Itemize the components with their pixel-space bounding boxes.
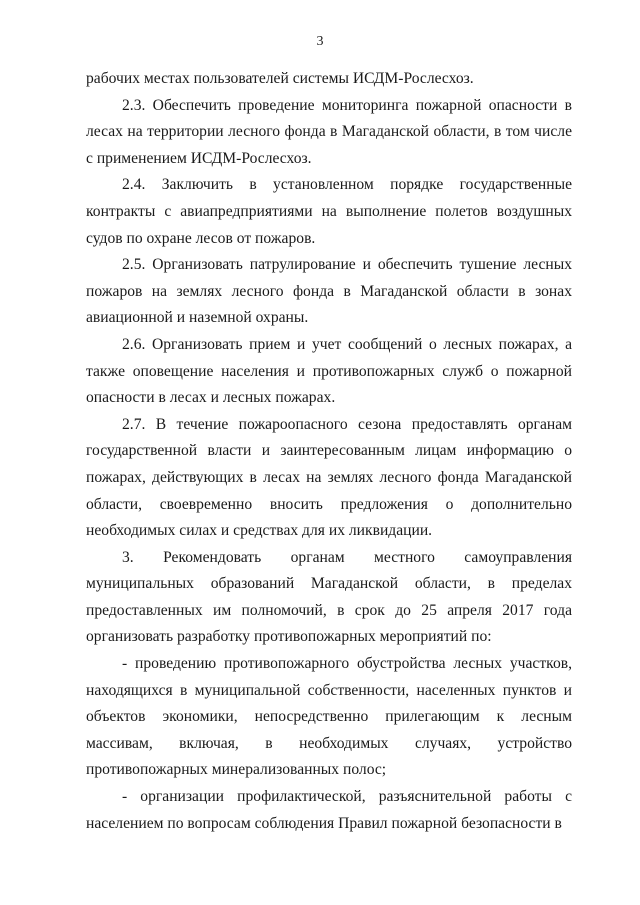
list-item-prevention-work: - организации профилактической, разъяснительной работы с населением по вопросам соблюдения Правил пожарной безопасности в xyxy=(86,788,572,832)
paragraph-3: 3. Рекомендовать органам местного самоуправления муниципальных образований Магаданской области, в пределах предоставленных им полномочий, в срок до 25 апреля 2017 года организовать разработку противопожарных мероприятий по: xyxy=(86,548,572,646)
list-item-fire-arrangement: - проведению противопожарного обустройства лесных участков, находящихся в муниципальной собственности, населенных пунктов и объектов экономики, непосредственно прилегающим к лесным массивам, включая, в необходимых случаях, устройство противопожарных минерализованных полос; xyxy=(86,655,572,779)
page-number: 3 xyxy=(316,34,324,49)
paragraph-2-4: 2.4. Заключить в установленном порядке государственные контракты с авиапредприятиями на выполнение полетов воздушных судов по охране лесов от пожаров. xyxy=(86,176,572,247)
document-body xyxy=(86,66,572,837)
paragraph-2-3: 2.3. Обеспечить проведение мониторинга пожарной опасности в лесах на территории лесного фонда в Магаданской области, в том числе с применением ИСДМ-Рослесхоз. xyxy=(86,96,572,167)
paragraph-continuation: рабочих местах пользователей системы ИСДМ-Рослесхоз. xyxy=(86,70,474,87)
paragraph-2-5: 2.5. Организовать патрулирование и обеспечить тушение лесных пожаров на землях лесного фонда в Магаданской области в зонах авиационной и наземной охраны. xyxy=(86,256,572,327)
paragraph-2-6: 2.6. Организовать прием и учет сообщений о лесных пожарах, а также оповещение населения и противопожарных служб о пожарной опасности в лесах и лесных пожарах. xyxy=(86,335,572,407)
paragraph-2-7: 2.7. В течение пожароопасного сезона предоставлять органам государственной власти и заинтересованным лицам информацию о пожарах, действующих в лесах на землях лесного фонда Магаданской области, своевременно вносить предложения о дополнительно необходимых силах и средствах для их ликвидации. xyxy=(86,415,572,540)
